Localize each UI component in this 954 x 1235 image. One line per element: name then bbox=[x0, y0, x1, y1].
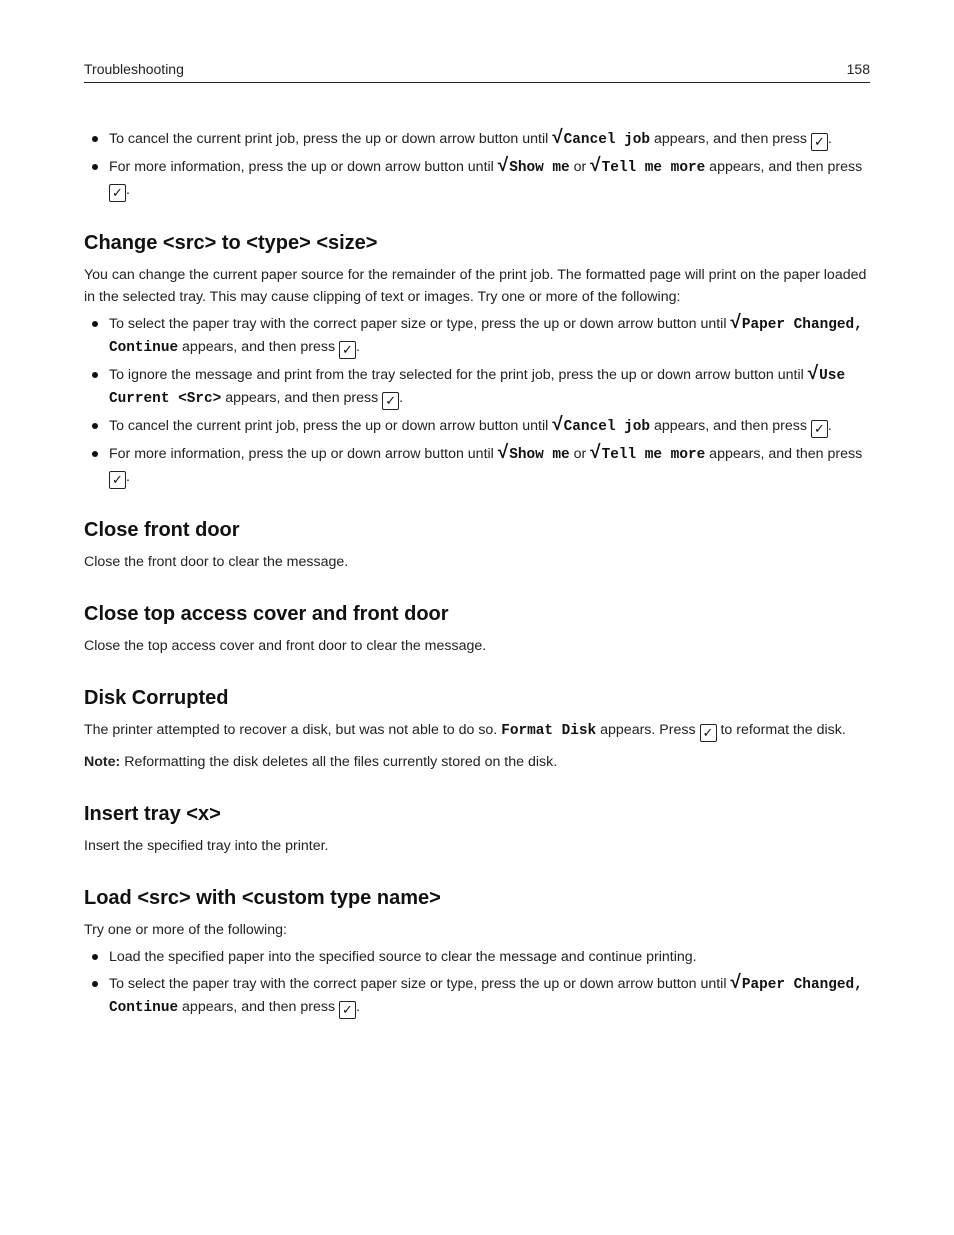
bullet-dot bbox=[92, 451, 98, 457]
display-code: Tell me more bbox=[601, 447, 706, 463]
header-section-title: Troubleshooting bbox=[84, 61, 184, 77]
select-button-icon: ✓ bbox=[109, 471, 126, 489]
section-heading: Close front door bbox=[84, 519, 240, 541]
display-code: Tell me more bbox=[601, 160, 706, 176]
section-close-front-door bbox=[84, 517, 870, 573]
check-icon: √ bbox=[590, 442, 601, 463]
display-code: Format Disk bbox=[501, 723, 597, 739]
page-content bbox=[84, 128, 870, 1024]
list-item: To select the paper tray with the correct paper size or type, press the up or down arrow button until √Paper Changed, Continue appears, and then press ✓ . bbox=[84, 973, 870, 1019]
section-text: Insert the specified tray into the printer. bbox=[84, 838, 329, 854]
bullet-list bbox=[84, 313, 870, 489]
section-intro: You can change the current paper source for the remainder of the print job. The formatted page will print on the paper loaded in the selected tray. This may cause clipping of text or images. Try one or more of the following: bbox=[84, 267, 867, 305]
display-code: Use Current <Src> bbox=[109, 368, 846, 407]
list-item: To select the paper tray with the correct paper size or type, press the up or down arrow button until √Paper Changed, Continue appears, and then press ✓ . bbox=[84, 313, 870, 359]
list-item: To cancel the current print job, press the up or down arrow button until √Cancel job appears, and then press ✓ . bbox=[84, 128, 870, 151]
section-insert-tray bbox=[84, 801, 870, 857]
section-heading: Insert tray <x> bbox=[84, 803, 221, 825]
bullet-dot bbox=[92, 372, 98, 378]
section-text: Close the front door to clear the message. bbox=[84, 554, 349, 570]
check-icon: √ bbox=[497, 155, 509, 176]
section-heading: Load <src> with <custom type name> bbox=[84, 887, 441, 909]
top-bullet-list bbox=[84, 128, 870, 202]
list-item: To cancel the current print job, press the up or down arrow button until √Cancel job appears, and then press ✓ . bbox=[84, 415, 870, 438]
bullet-dot bbox=[92, 981, 98, 987]
check-icon: √ bbox=[552, 127, 563, 148]
section-text: The printer attempted to recover a disk, but was not able to do so. Format Disk appears. Press ✓ to reformat the disk. bbox=[84, 722, 846, 740]
display-code: Paper Changed, Continue bbox=[109, 977, 863, 1016]
check-icon: √ bbox=[730, 972, 741, 993]
bullet-list bbox=[84, 946, 870, 1019]
select-button-icon: ✓ bbox=[339, 341, 356, 359]
bullet-dot bbox=[92, 164, 98, 170]
select-button-icon: ✓ bbox=[811, 420, 828, 438]
select-button-icon: ✓ bbox=[339, 1001, 356, 1019]
check-icon: √ bbox=[730, 312, 741, 333]
section-heading: Disk Corrupted bbox=[84, 687, 229, 709]
section-close-top-cover bbox=[84, 601, 870, 657]
select-button-icon: ✓ bbox=[382, 392, 399, 410]
section-change-src bbox=[84, 230, 870, 489]
list-item: To ignore the message and print from the tray selected for the print job, press the up or down arrow button until √Use Current <Src> appears, and then press ✓ . bbox=[84, 364, 870, 410]
page-header bbox=[84, 58, 870, 83]
display-code: Paper Changed, Continue bbox=[109, 317, 863, 356]
display-code: Cancel job bbox=[563, 132, 651, 148]
section-disk-corrupted bbox=[84, 685, 870, 773]
note-text: Reformatting the disk deletes all the files currently stored on the disk. bbox=[120, 754, 558, 770]
select-button-icon: ✓ bbox=[811, 133, 828, 151]
select-button-icon: ✓ bbox=[109, 184, 126, 202]
display-code: Cancel job bbox=[563, 419, 651, 435]
section-text: Close the top access cover and front door to clear the message. bbox=[84, 638, 487, 654]
section-heading: Close top access cover and front door bbox=[84, 603, 449, 625]
list-item: For more information, press the up or down arrow button until √Show me or √Tell me more appears, and then press ✓ . bbox=[84, 443, 870, 489]
section-intro: Try one or more of the following: bbox=[84, 922, 287, 938]
check-icon: √ bbox=[497, 442, 509, 463]
bullet-dot bbox=[92, 954, 98, 960]
select-button-icon: ✓ bbox=[700, 724, 717, 742]
check-icon: √ bbox=[807, 363, 819, 384]
bullet-dot bbox=[92, 321, 98, 327]
bullet-dot bbox=[92, 423, 98, 429]
note-label: Note: bbox=[84, 754, 121, 770]
bullet-dot bbox=[92, 136, 98, 142]
list-item: For more information, press the up or down arrow button until √Show me or √Tell me more appears, and then press ✓ . bbox=[84, 156, 870, 202]
display-code: Show me bbox=[509, 160, 570, 176]
display-code: Show me bbox=[509, 447, 570, 463]
note bbox=[84, 751, 870, 773]
list-item: Load the specified paper into the specified source to clear the message and continue printing. bbox=[84, 946, 870, 968]
section-load-src bbox=[84, 885, 870, 1019]
check-icon: √ bbox=[552, 414, 563, 435]
check-icon: √ bbox=[590, 155, 601, 176]
section-heading: Change <src> to <type> <size> bbox=[84, 232, 378, 254]
page-number: 158 bbox=[846, 61, 870, 77]
